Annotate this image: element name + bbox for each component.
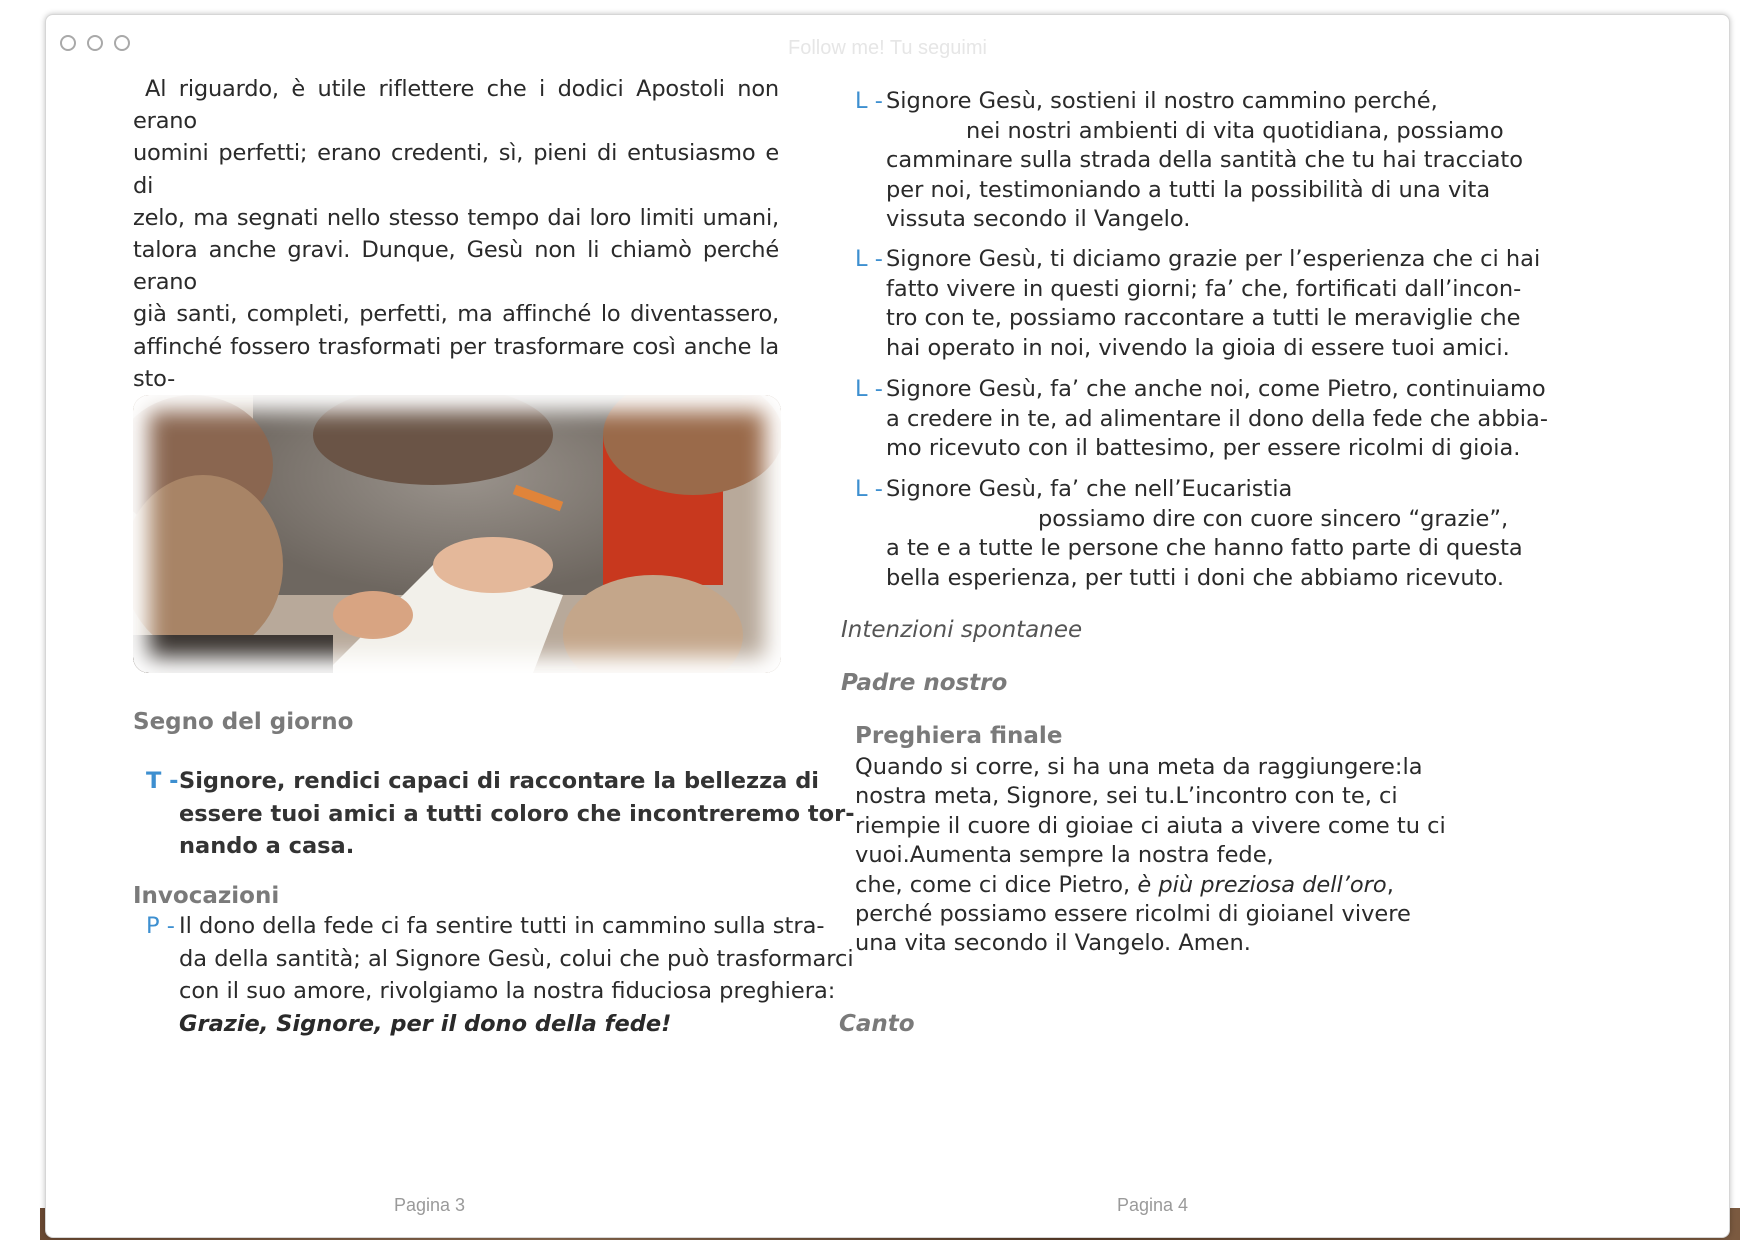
page-4-number: Pagina 4 bbox=[1117, 1195, 1189, 1215]
preghiera-lines-a bbox=[855, 753, 1455, 871]
invocazione-text bbox=[179, 910, 854, 1040]
page-3-number: Pagina 3 bbox=[394, 1195, 466, 1215]
intercession-line: camminare sulla strada della santità che tu hai tracciato bbox=[886, 147, 1523, 173]
intercession-prefix: L - bbox=[855, 376, 883, 402]
preghiera-line: la nostra meta, Signore, sei tu. bbox=[855, 754, 1423, 810]
intercession-line: bella esperienza, per tutti i doni che abbiamo ricevuto. bbox=[886, 564, 1505, 591]
canto-heading bbox=[839, 1011, 915, 1037]
invocazione-prefix: P - bbox=[146, 913, 175, 939]
segno-line: nando a casa. bbox=[179, 833, 355, 859]
intercession-line: fatto vivere in questi giorni; fa’ che, fortificati dall’incon- bbox=[886, 275, 1522, 302]
preghiera-line6-start: che, come ci dice Pietro, bbox=[855, 871, 1138, 898]
preghiera-line6-italic: è più preziosa dell’oro bbox=[1137, 871, 1387, 898]
group-photo bbox=[133, 395, 781, 673]
intercession-line: per noi, testimoniando a tutti la possibilità di una vita bbox=[886, 176, 1491, 203]
preghiera-line-6 bbox=[855, 871, 1455, 900]
intercession-text bbox=[886, 375, 1548, 464]
paragraph-line: affinché fossero trasformati per trasformare così anche la sto- bbox=[133, 333, 779, 392]
intercession-line: a te e a tutte le persone che hanno fatto parte di questa bbox=[886, 535, 1523, 561]
preghiera-line: e ci aiuta a vivere come tu ci vuoi. bbox=[855, 812, 1446, 869]
segno-prefix: T - bbox=[146, 768, 179, 794]
intercession-line: Signore Gesù, fa’ che anche noi, come Pietro, continuiamo bbox=[886, 376, 1546, 402]
preghiera-line: Aumenta sempre la nostra fede, bbox=[909, 842, 1274, 869]
window-titlebar bbox=[46, 15, 1729, 77]
canto-text: Canto bbox=[839, 1011, 915, 1037]
intenzioni-text: Intenzioni spontanee bbox=[841, 617, 1083, 643]
segno-text bbox=[179, 765, 855, 863]
intercession-prefix: L - bbox=[855, 246, 883, 272]
segno-line: Signore, rendici capaci di raccontare la bellezza di bbox=[179, 768, 820, 794]
preghiera-text bbox=[855, 753, 1455, 959]
preghiera-lines-b bbox=[855, 900, 1455, 959]
invocazione-line: da della santità; al Signore Gesù, colui che può trasformarci bbox=[179, 945, 854, 972]
paragraph-line: Al riguardo, è utile riflettere che i dodici Apostoli non erano bbox=[133, 76, 779, 135]
intercession-line: possiamo dire con cuore sincero “grazie”, bbox=[1038, 505, 1509, 532]
intenzioni-heading bbox=[841, 617, 1082, 643]
padre-nostro-text: Padre nostro bbox=[841, 670, 1008, 696]
intercession-text bbox=[886, 475, 1523, 593]
preghiera-line6-end: , bbox=[1386, 871, 1394, 898]
invocazione-response: Grazie, Signore, per il dono della fede! bbox=[179, 1010, 672, 1037]
padre-nostro-heading bbox=[841, 670, 1007, 696]
paragraph-line: zelo, ma segnati nello stesso tempo dai loro limiti umani, bbox=[133, 204, 779, 231]
paragraph-line: talora anche gravi. Dunque, Gesù non li chiamò perché erano bbox=[133, 237, 779, 296]
intercession-line: tro con te, possiamo raccontare a tutti le meraviglie che bbox=[886, 305, 1521, 331]
invocazione-line: con il suo amore, rivolgiamo la nostra fiduciosa preghiera: bbox=[179, 978, 836, 1004]
intercession-line: Signore Gesù, fa’ che nell’Eucaristia bbox=[886, 476, 1293, 502]
document-window bbox=[45, 14, 1730, 1238]
window-title: Follow me! Tu seguimi bbox=[788, 37, 987, 59]
segno-line: essere tuoi amici a tutti coloro che incontreremo tor- bbox=[179, 800, 855, 827]
intercession-text bbox=[886, 87, 1523, 235]
preghiera-line: perché possiamo essere ricolmi di gioia bbox=[855, 901, 1300, 928]
intercession-line: mo ricevuto con il battesimo, per essere ricolmi di gioia. bbox=[886, 435, 1521, 461]
intercession-prefix: L - bbox=[855, 88, 883, 114]
intercession-line: Signore Gesù, sostieni il nostro cammino perché, bbox=[886, 88, 1438, 114]
intercession-line: hai operato in noi, vivendo la gioia di essere tuoi amici. bbox=[886, 334, 1510, 361]
invocazioni-heading: Invocazioni bbox=[133, 883, 280, 909]
preghiera-line: Quando si corre, si ha una meta da raggiungere: bbox=[855, 754, 1403, 780]
intercession-line: a credere in te, ad alimentare il dono della fede che abbia- bbox=[886, 405, 1548, 432]
preghiera-line: nel vivere una vita secondo il Vangelo. Amen. bbox=[855, 901, 1411, 957]
photo-vignette bbox=[133, 395, 781, 673]
paragraph-line: già santi, completi, perfetti, ma affinché lo diventassero, bbox=[133, 301, 779, 328]
preghiera-line: L’incontro con te, ci riempie il cuore di gioia bbox=[855, 783, 1398, 839]
invocazione-line: Il dono della fede ci fa sentire tutti in cammino sulla stra- bbox=[179, 913, 825, 939]
intercession-text bbox=[886, 245, 1541, 363]
intercession-line: vissuta secondo il Vangelo. bbox=[886, 206, 1191, 232]
intercession-line: Signore Gesù, ti diciamo grazie per l’esperienza che ci hai bbox=[886, 246, 1541, 272]
intercession-line: nei nostri ambienti di vita quotidiana, possiamo bbox=[966, 117, 1504, 144]
preghiera-heading: Preghiera finale bbox=[855, 723, 1063, 749]
paragraph-line: uomini perfetti; erano credenti, sì, pieni di entusiasmo e di bbox=[133, 140, 779, 199]
intercession-prefix: L - bbox=[855, 476, 883, 502]
segno-heading: Segno del giorno bbox=[133, 709, 354, 735]
